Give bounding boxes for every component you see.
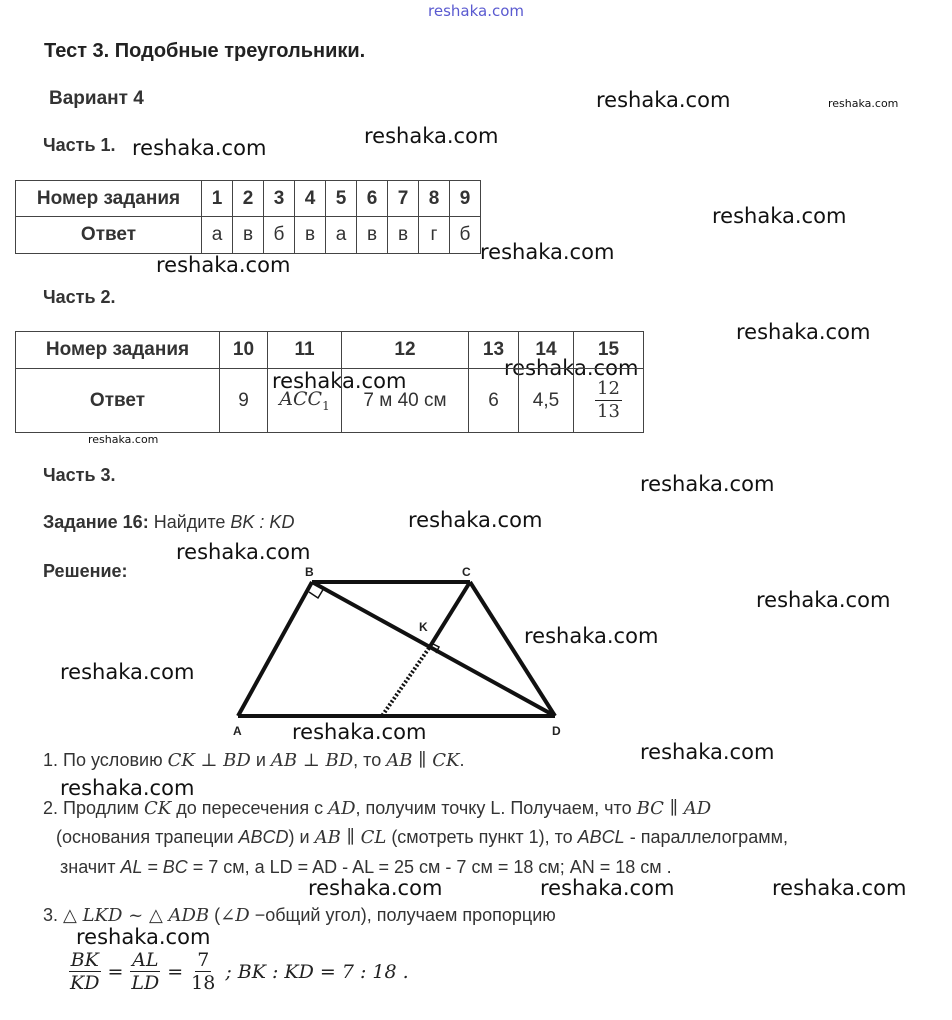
answer-cell: в <box>233 217 264 254</box>
step-text: ( <box>209 905 221 925</box>
step-text: −общий угол), получаем пропорцию <box>249 905 556 925</box>
solution-step-1 <box>43 750 464 771</box>
task-number-cell: 1 <box>202 181 233 217</box>
watermark: reshaka.com <box>364 124 499 148</box>
page-title: Тест 3. Подобные треугольники. <box>44 40 366 62</box>
watermark: reshaka.com <box>308 876 443 900</box>
solution-step-2-line-2 <box>56 827 788 848</box>
part1-label: Часть 1. <box>43 135 116 155</box>
part3-label: Часть 3. <box>43 465 116 485</box>
task-number-cell: 12 <box>342 332 469 369</box>
watermark: reshaka.com <box>540 876 675 900</box>
task-16-statement <box>43 512 294 533</box>
watermark: reshaka.com <box>772 876 907 900</box>
answer-cell: г <box>419 217 450 254</box>
step-math: CK <box>144 798 172 819</box>
step-text: (смотреть пункт 1), то <box>386 827 578 847</box>
fraction-denominator: LD <box>131 972 160 994</box>
step-math: ABCD <box>238 827 289 847</box>
table-row <box>16 332 644 369</box>
answer-label-cell: Ответ <box>16 369 220 433</box>
vertex-label-A: A <box>233 724 242 738</box>
step-text: , получим точку L. Получаем, что <box>355 798 637 818</box>
answer-math: ACC <box>279 388 323 411</box>
task-number-cell: 8 <box>419 181 450 217</box>
task-number-cell: 7 <box>388 181 419 217</box>
watermark: reshaka.com <box>736 320 871 344</box>
task-number-cell: 11 <box>268 332 342 369</box>
fraction-denominator: KD <box>70 972 100 994</box>
step-text: 1. По условию <box>43 750 168 770</box>
step-math: BC ∥ AD <box>636 798 712 819</box>
table-row <box>16 181 481 217</box>
part2-label: Часть 2. <box>43 287 116 307</box>
answer-cell <box>268 369 342 433</box>
step-math: ∠D <box>220 905 250 926</box>
fraction-denominator: 13 <box>597 401 620 422</box>
fraction-numerator: 12 <box>597 378 620 399</box>
answer-cell: б <box>450 217 481 254</box>
task-number-cell: 3 <box>264 181 295 217</box>
step-text: - параллелограмм, <box>624 827 788 847</box>
watermark: reshaka.com <box>60 660 195 684</box>
solution-step-3 <box>43 905 556 926</box>
watermark: reshaka.com <box>480 240 615 264</box>
step-math: AB ⊥ BD <box>270 750 354 771</box>
equals-sign-icon: = <box>107 960 124 983</box>
task-number-cell: 10 <box>220 332 268 369</box>
answer-cell: 6 <box>469 369 519 433</box>
point-label-K: K <box>419 620 428 634</box>
watermark: reshaka.com <box>640 472 775 496</box>
part1-answer-table <box>15 180 481 254</box>
step-math: ABCL <box>577 827 625 847</box>
task-number-cell: 14 <box>519 332 574 369</box>
answer-cell <box>574 369 644 433</box>
step-text: , то <box>353 750 387 770</box>
task-number-cell: 15 <box>574 332 644 369</box>
equals-sign-icon: = <box>167 960 184 983</box>
watermark: reshaka.com <box>156 253 291 277</box>
step-text: . <box>459 750 465 770</box>
step-math: AD <box>328 798 356 819</box>
step-text: до пересечения с <box>171 798 329 818</box>
side-CD <box>470 582 555 716</box>
segment-KL-dotted <box>382 648 429 716</box>
fraction-numerator: AL <box>132 949 159 971</box>
watermark: reshaka.com <box>596 88 731 112</box>
vertex-label-C: C <box>462 565 471 579</box>
task-number-cell: 13 <box>469 332 519 369</box>
step-math: AB ∥ CK <box>386 750 460 771</box>
task-number-cell: 4 <box>295 181 326 217</box>
step-math: CK ⊥ BD <box>167 750 251 771</box>
step-text: 3. <box>43 905 64 925</box>
task-expression: BK : KD <box>230 512 295 532</box>
task-text: Найдите <box>153 512 226 532</box>
solution-label: Решение: <box>43 561 128 581</box>
fraction-bk-kd <box>68 949 101 994</box>
watermark: reshaka.com <box>504 356 639 380</box>
task-label: Задание 16: <box>43 512 149 532</box>
watermark: reshaka.com <box>828 97 899 110</box>
step-text: значит <box>60 857 121 877</box>
answer-cell: 4,5 <box>519 369 574 433</box>
answer-cell: 9 <box>220 369 268 433</box>
answer-fraction <box>595 378 622 423</box>
watermark: reshaka.com <box>428 2 524 20</box>
answer-cell: а <box>202 217 233 254</box>
watermark: reshaka.com <box>756 588 891 612</box>
table-row <box>16 217 481 254</box>
fraction-numerator: BK <box>70 949 99 971</box>
solution-step-2-line-1 <box>43 798 711 819</box>
ratio-result: ; BK : KD = 7 : 18 . <box>225 960 409 983</box>
proportion-formula <box>68 949 409 994</box>
step-text: = 7 см, а LD = AD - AL = 25 см - 7 см = 18 см; AN = 18 см . <box>187 857 672 877</box>
answer-subscript: 1 <box>322 398 330 413</box>
answer-cell: а <box>326 217 357 254</box>
answer-cell: в <box>357 217 388 254</box>
task-number-cell: 5 <box>326 181 357 217</box>
watermark: reshaka.com <box>76 925 211 949</box>
task-number-cell: 2 <box>233 181 264 217</box>
answer-label-cell: Ответ <box>16 217 202 254</box>
answer-cell: б <box>264 217 295 254</box>
watermark: reshaka.com <box>640 740 775 764</box>
step-math: △ LKD ~ △ ADB <box>63 905 210 926</box>
table-row <box>16 369 644 433</box>
part2-answer-table <box>15 331 644 433</box>
vertex-label-D: D <box>552 724 561 738</box>
step-text: 2. Продлим <box>43 798 145 818</box>
step-text: (основания трапеции <box>56 827 239 847</box>
variant-label: Вариант 4 <box>49 88 144 109</box>
solution-step-2-line-3 <box>60 857 672 878</box>
answer-cell: 7 м 40 см <box>342 369 469 433</box>
task-number-cell: 9 <box>450 181 481 217</box>
segment-CK <box>429 582 470 648</box>
task-number-cell: 6 <box>357 181 388 217</box>
trapezoid-figure <box>220 558 580 743</box>
header-label-cell: Номер задания <box>16 181 202 217</box>
watermark: reshaka.com <box>292 720 427 744</box>
diagonal-BD <box>312 582 555 716</box>
watermark: reshaka.com <box>524 624 659 648</box>
watermark: reshaka.com <box>272 369 407 393</box>
fraction-7-18 <box>189 949 217 994</box>
watermark: reshaka.com <box>88 433 159 446</box>
answer-cell: в <box>295 217 326 254</box>
fraction-denominator: 18 <box>191 972 216 994</box>
side-AB <box>238 582 312 716</box>
vertex-label-B: B <box>305 565 314 579</box>
fraction-numerator: 7 <box>197 949 210 971</box>
watermark: reshaka.com <box>408 508 543 532</box>
step-math: AB ∥ CL <box>314 827 387 848</box>
header-label-cell: Номер задания <box>16 332 220 369</box>
step-math: AL = BC <box>120 857 188 877</box>
answer-cell: в <box>388 217 419 254</box>
watermark: reshaka.com <box>176 540 311 564</box>
watermark: reshaka.com <box>132 136 267 160</box>
fraction-al-ld <box>129 949 161 994</box>
step-text: ) и <box>288 827 315 847</box>
watermark: reshaka.com <box>712 204 847 228</box>
step-text: и <box>250 750 271 770</box>
watermark: reshaka.com <box>60 776 195 800</box>
